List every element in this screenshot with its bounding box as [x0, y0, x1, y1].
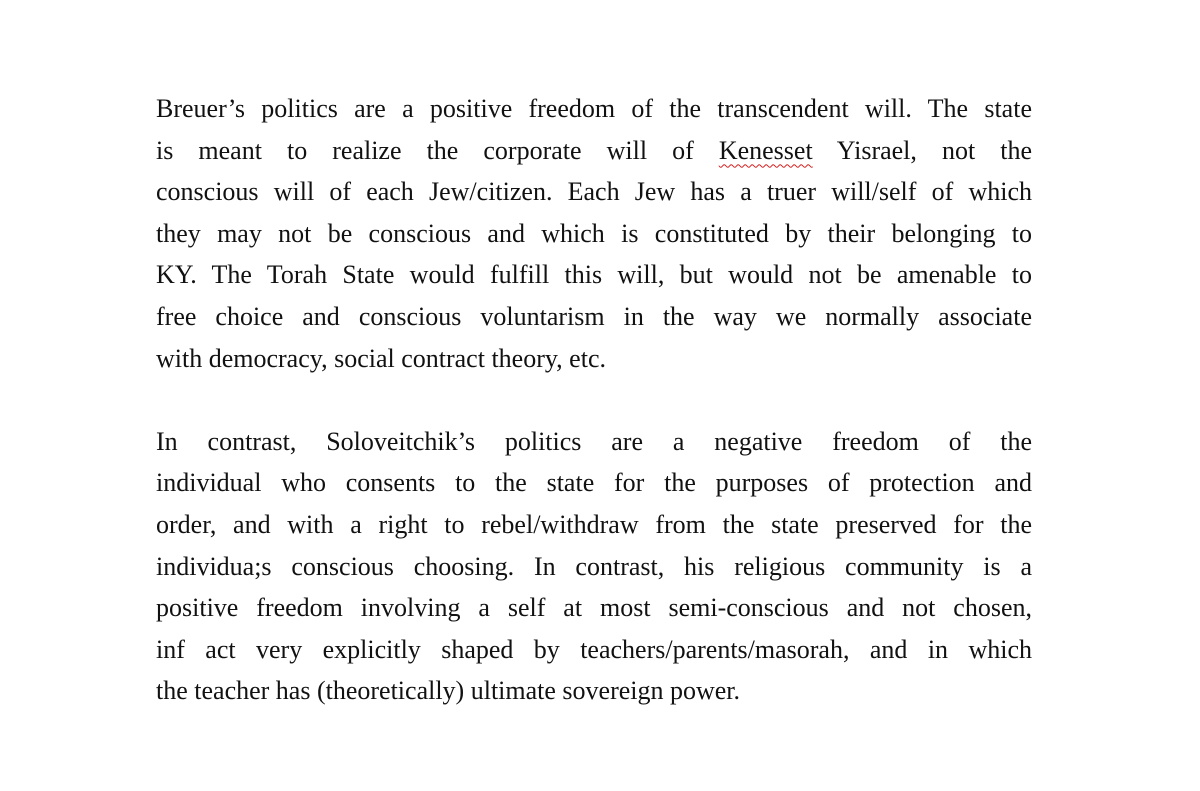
document-page [156, 88, 1032, 712]
text-segment: Yisrael, not the [812, 135, 1032, 165]
paragraph-soloveitchik[interactable] [156, 421, 1032, 712]
text-line: the teacher has (theoretically) ultimate sovereign power. [156, 676, 741, 706]
text-line: order, and with a right to rebel/withdraw from the state preserved for the [156, 509, 1032, 539]
text-line: individual who consents to the state for the purposes of protection and [156, 468, 1032, 498]
misspelled-word[interactable]: Kenesset [718, 135, 813, 165]
text-line: Breuer’s politics are a positive freedom of the transcendent will. The state [156, 94, 1032, 123]
text-line [156, 130, 1032, 172]
text-line: free choice and conscious voluntarism in the way we normally associate [156, 301, 1032, 331]
text-line: they may not be conscious and which is constituted by their belonging to [156, 218, 1032, 248]
paragraph-breuer[interactable] [156, 88, 1032, 379]
text-line: positive freedom involving a self at most semi-conscious and not chosen, [156, 593, 1032, 623]
text-line: conscious will of each Jew/citizen. Each Jew has a truer will/self of which [156, 177, 1032, 207]
text-segment: is meant to realize the corporate will of [156, 135, 719, 165]
text-line: inf act very explicitly shaped by teachers/parents/masorah, and in which [156, 634, 1032, 664]
text-line: In contrast, Soloveitchik’s politics are a negative freedom of the [156, 426, 1032, 456]
text-line: KY. The Torah State would fulfill this will, but would not be amenable to [156, 260, 1032, 290]
text-line: with democracy, social contract theory, etc. [156, 343, 606, 373]
text-line: individua;s conscious choosing. In contrast, his religious community is a [156, 551, 1032, 581]
